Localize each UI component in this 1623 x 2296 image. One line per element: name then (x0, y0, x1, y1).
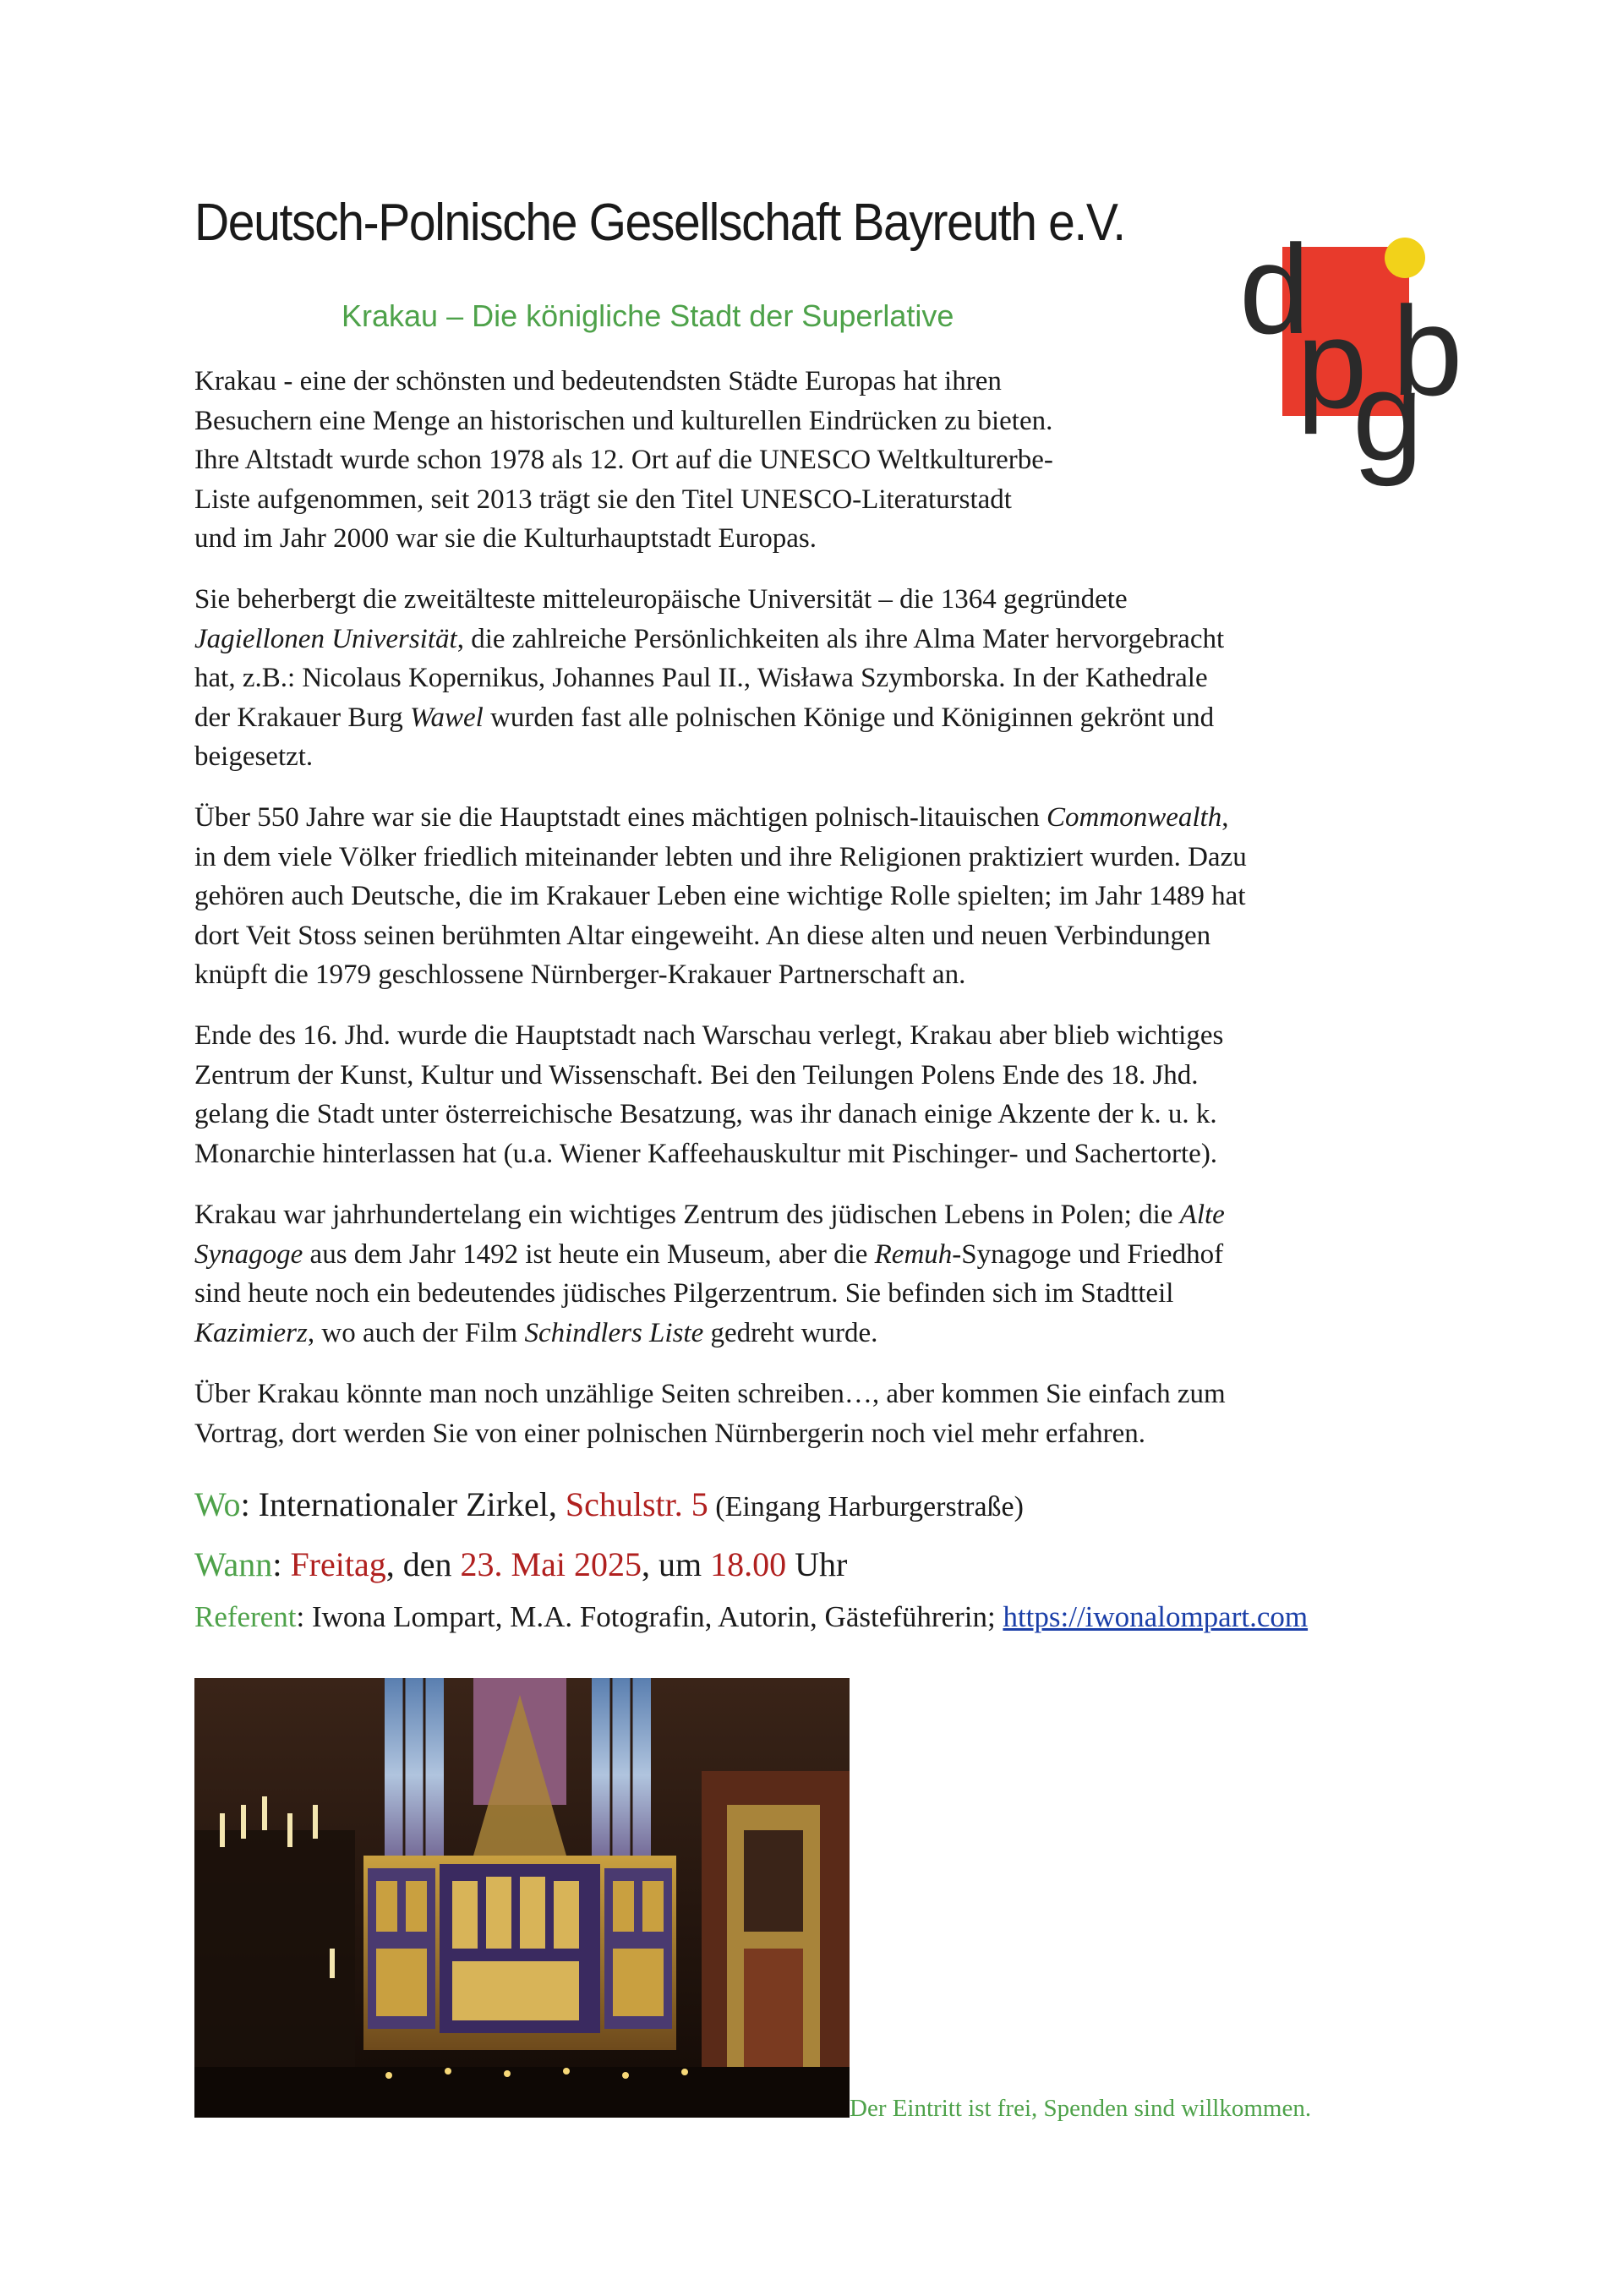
logo-letter-b: b (1392, 280, 1463, 422)
text-line: Über Krakau könnte man noch unzählige Seiten schreiben…, aber kommen Sie einfach zum (194, 1379, 1226, 1409)
text-line: Jagiellonen Universität, die zahlreiche Persönlichkeiten als ihre Alma Mater hervorgebracht (194, 623, 1225, 654)
text-line: hat, z.B.: Nicolaus Kopernikus, Johannes Paul II., Wisława Szymborska. In der Kathedrale (194, 663, 1208, 694)
speaker-website-link[interactable]: https://iwonalompart.com (1003, 1600, 1309, 1633)
text-line: Ihre Altstadt wurde schon 1978 als 12. Ort auf die UNESCO Weltkulturerbe- (194, 445, 1053, 476)
emphasis: Schindlers Liste (524, 1317, 704, 1348)
text-line: sind heute noch ein bedeutendes jüdisches Pilgerzentrum. Sie befinden sich im Stadtteil (194, 1278, 1174, 1309)
emphasis: Remuh (874, 1238, 953, 1270)
event-subtitle: Krakau – Die königliche Stadt der Superlative (342, 298, 954, 333)
dpg-logo (1236, 188, 1481, 517)
logo-letter-p: p (1297, 292, 1368, 435)
text-line: beigesetzt. (194, 741, 314, 773)
text-line: Über 550 Jahre war sie die Hauptstadt eines mächtigen polnisch-litauischen Commonwealth, (194, 802, 1229, 833)
logo-yellow-dot (1385, 238, 1425, 278)
text-line: knüpft die 1979 geschlossene Nürnberger-Krakauer Partnerschaft an. (194, 959, 966, 991)
text-line: Sie beherbergt die zweitälteste mitteleuropäische Universität – die 1364 gegründete (194, 584, 1128, 615)
text-line: Kazimierz, wo auch der Film Schindlers Liste gedreht wurde. (194, 1317, 878, 1348)
text-line: gelang die Stadt unter österreichische Besatzung, was ihr danach einige Akzente der k. u. k. (194, 1099, 1217, 1130)
event-date: Wann: Freitag, den 23. Mai 2025, um 18.00 Uhr (194, 1545, 848, 1583)
text-line: Vortrag, dort werden Sie von einer polnischen Nürnbergerin noch viel mehr erfahren. (194, 1418, 1145, 1449)
text-line: dort Veit Stoss seinen berühmten Altar eingeweiht. An diese alten und neuen Verbindungen (194, 920, 1211, 951)
text-line: der Krakauer Burg Wawel wurden fast alle polnischen Könige und Königinnen gekrönt und (194, 702, 1215, 733)
text-line: in dem viele Völker friedlich miteinander lebten und ihre Religionen praktiziert wurden. Dazu (194, 841, 1247, 872)
text-line: Krakau war jahrhundertelang ein wichtiges Zentrum des jüdischen Lebens in Polen; die Alte (194, 1200, 1225, 1230)
event-details (194, 1479, 1308, 1643)
emphasis: Commonwealth (1046, 802, 1222, 833)
text-line: Zentrum der Kunst, Kultur und Wissenschaft. Bei den Teilungen Polens Ende des 18. Jhd. (194, 1059, 1199, 1091)
text-line: Krakau - eine der schönsten und bedeutendsten Städte Europas hat ihren (194, 366, 1002, 396)
paragraph-history (194, 1016, 1223, 1173)
altar-photo (194, 1678, 850, 2118)
text-line: und im Jahr 2000 war sie die Kulturhauptstadt Europas. (194, 523, 817, 555)
text-line: Ende des 16. Jhd. wurde die Hauptstadt nach Warschau verlegt, Krakau aber blieb wichtiges (194, 1020, 1224, 1051)
paragraph-university (194, 580, 1224, 777)
event-speaker: Referent: Iwona Lompart, M.A. Fotografin, Autorin, Gästeführerin; https://iwonalompart.com (194, 1600, 1309, 1633)
emphasis: Wawel (410, 702, 484, 733)
paragraph-intro (194, 362, 1053, 559)
paragraph-jewish-life (194, 1195, 1225, 1353)
text-line: Monarchie hinterlassen hat (u.a. Wiener Kaffeehauskultur mit Pischinger- und Sachertorte). (194, 1138, 1218, 1169)
text-line: Liste aufgenommen, seit 2013 trägt sie den Titel UNESCO-Literaturstadt (194, 484, 1012, 515)
emphasis: Synagoge (194, 1238, 303, 1270)
logo-letter-g: g (1352, 345, 1424, 487)
paragraph-invitation (194, 1375, 1226, 1453)
text-line: Synagoge aus dem Jahr 1492 ist heute ein Museum, aber die Remuh-Synagoge und Friedhof (194, 1238, 1224, 1270)
organization-title: Deutsch-Polnische Gesellschaft Bayreuth e.V. (194, 194, 1125, 252)
admission-note: Der Eintritt ist frei, Spenden sind willkommen. (850, 2095, 1312, 2122)
logo-letter-d: d (1239, 218, 1310, 360)
emphasis: Jagiellonen Universität (194, 623, 457, 654)
emphasis: Kazimierz (194, 1317, 308, 1348)
text-line: Besuchern eine Menge an historischen und kulturellen Eindrücken zu bieten. (194, 405, 1053, 436)
text-line: gehören auch Deutsche, die im Krakauer Leben eine wichtige Rolle spielten; im Jahr 1489 hat (194, 881, 1246, 912)
emphasis: Alte (1179, 1200, 1225, 1230)
paragraph-commonwealth (194, 798, 1247, 995)
event-location: Wo: Internationaler Zirkel, Schulstr. 5 (Eingang Harburgerstraße) (194, 1485, 1024, 1523)
